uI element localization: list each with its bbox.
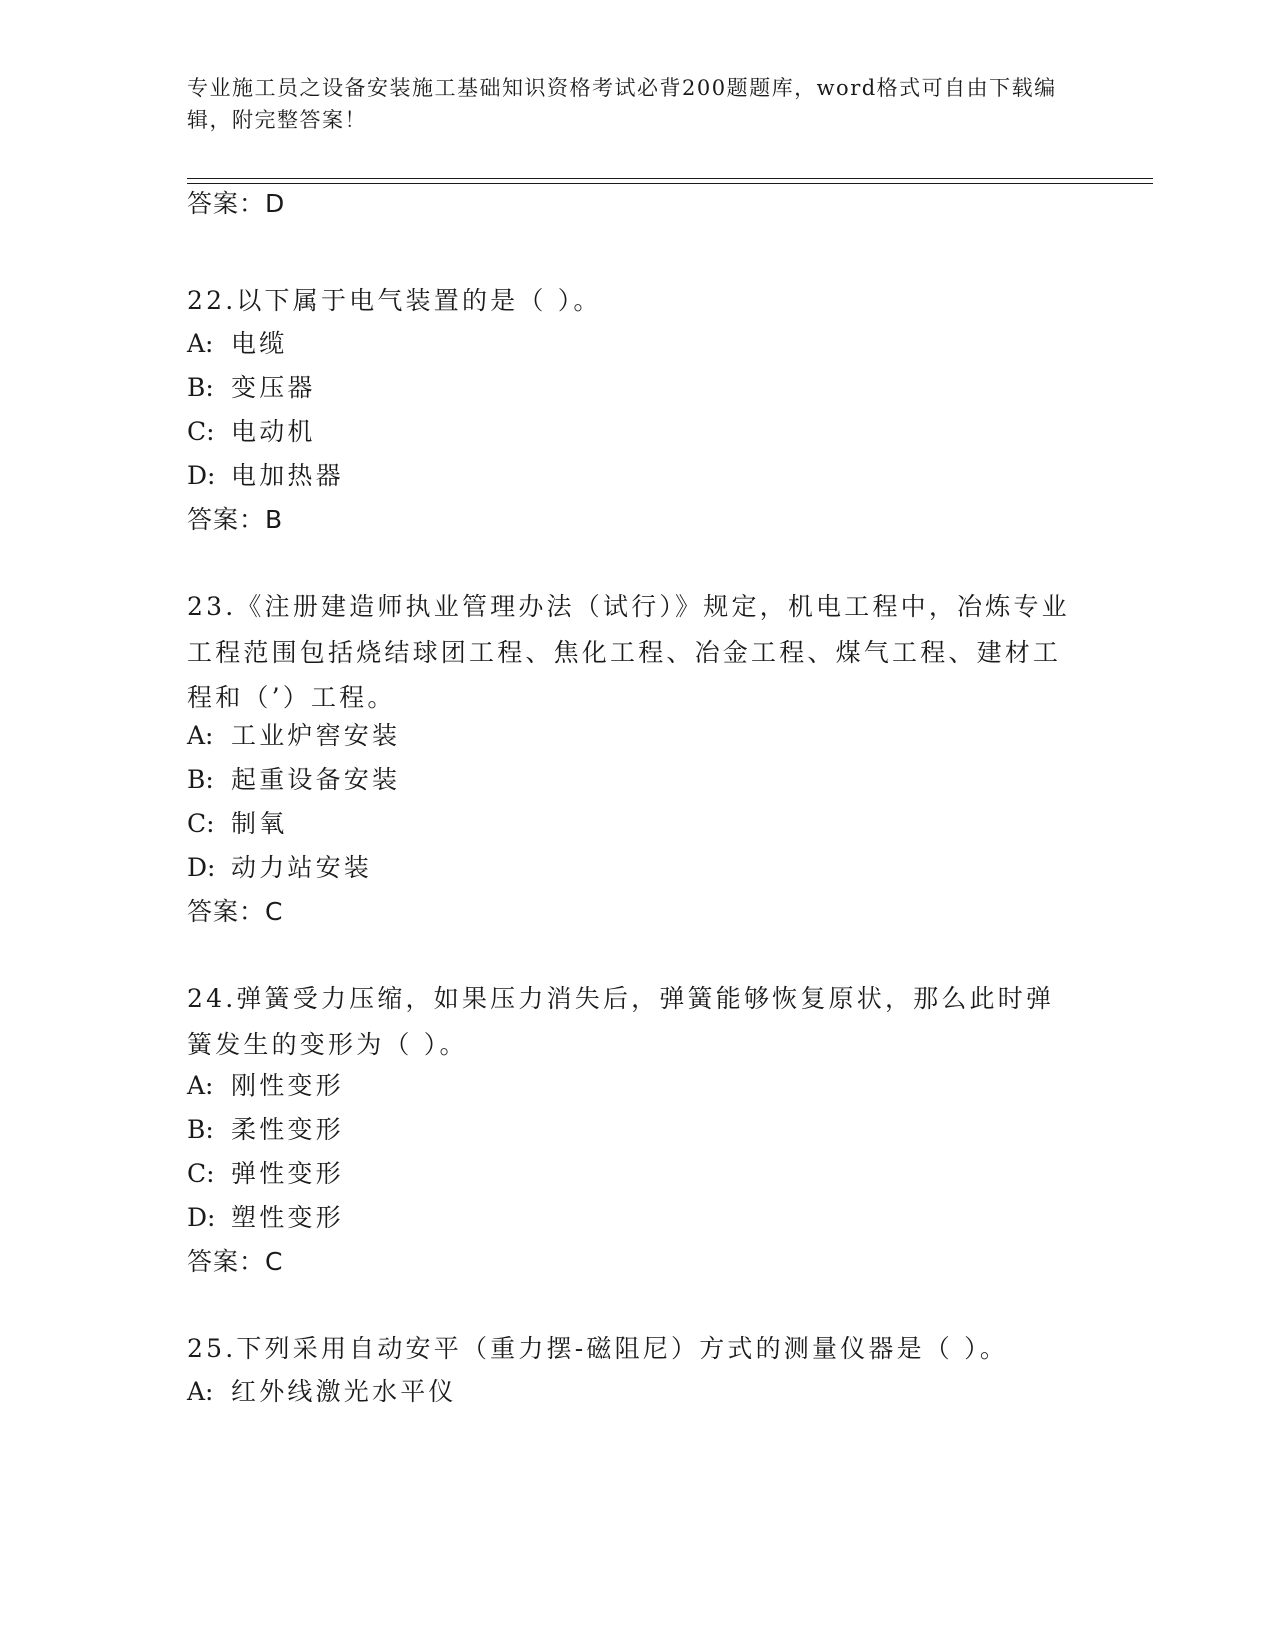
header-divider-top [187, 178, 1153, 179]
question-stem: 24.弹簧受力压缩，如果压力消失后，弹簧能够恢复原状，那么此时弹簧发生的变形为（ ）。 [187, 984, 1055, 1059]
option-c: C: 制氧 [187, 809, 288, 838]
question-stem: 22.以下属于电气装置的是（ ）。 [187, 286, 602, 315]
document-header: 专业施工员之设备安装施工基础知识资格考试必背200题题库，word格式可自由下载编辑，附完整答案！ [187, 76, 1057, 132]
option-b: B: 柔性变形 [187, 1115, 344, 1144]
option-a: A: 工业炉窖安装 [187, 721, 401, 750]
option-a: A: 红外线激光水平仪 [187, 1377, 457, 1406]
option-a: A: 电缆 [187, 329, 288, 358]
answer-line: 答案：B [187, 505, 284, 534]
answer-line: 答案：C [187, 897, 284, 926]
question-stem: 25.下列采用自动安平（重力摆-磁阻尼）方式的测量仪器是（ ）。 [187, 1334, 1009, 1363]
answer-line: 答案：C [187, 1247, 284, 1276]
option-d: D: 电加热器 [187, 461, 344, 490]
option-a: A: 刚性变形 [187, 1071, 344, 1100]
header-divider-bottom [187, 183, 1153, 184]
answer-line: 答案：D [187, 189, 286, 218]
option-d: D: 动力站安装 [187, 853, 373, 882]
option-d: D: 塑性变形 [187, 1203, 344, 1232]
option-b: B: 起重设备安装 [187, 765, 401, 794]
question-stem: 23.《注册建造师执业管理办法（试行）》规定，机电工程中，冶炼专业工程范围包括烧结球团工程、焦化工程、冶金工程、煤气工程、建材工程和（’）工程。 [187, 592, 1070, 712]
option-c: C: 电动机 [187, 417, 316, 446]
option-c: C: 弹性变形 [187, 1159, 344, 1188]
option-b: B: 变压器 [187, 373, 316, 402]
